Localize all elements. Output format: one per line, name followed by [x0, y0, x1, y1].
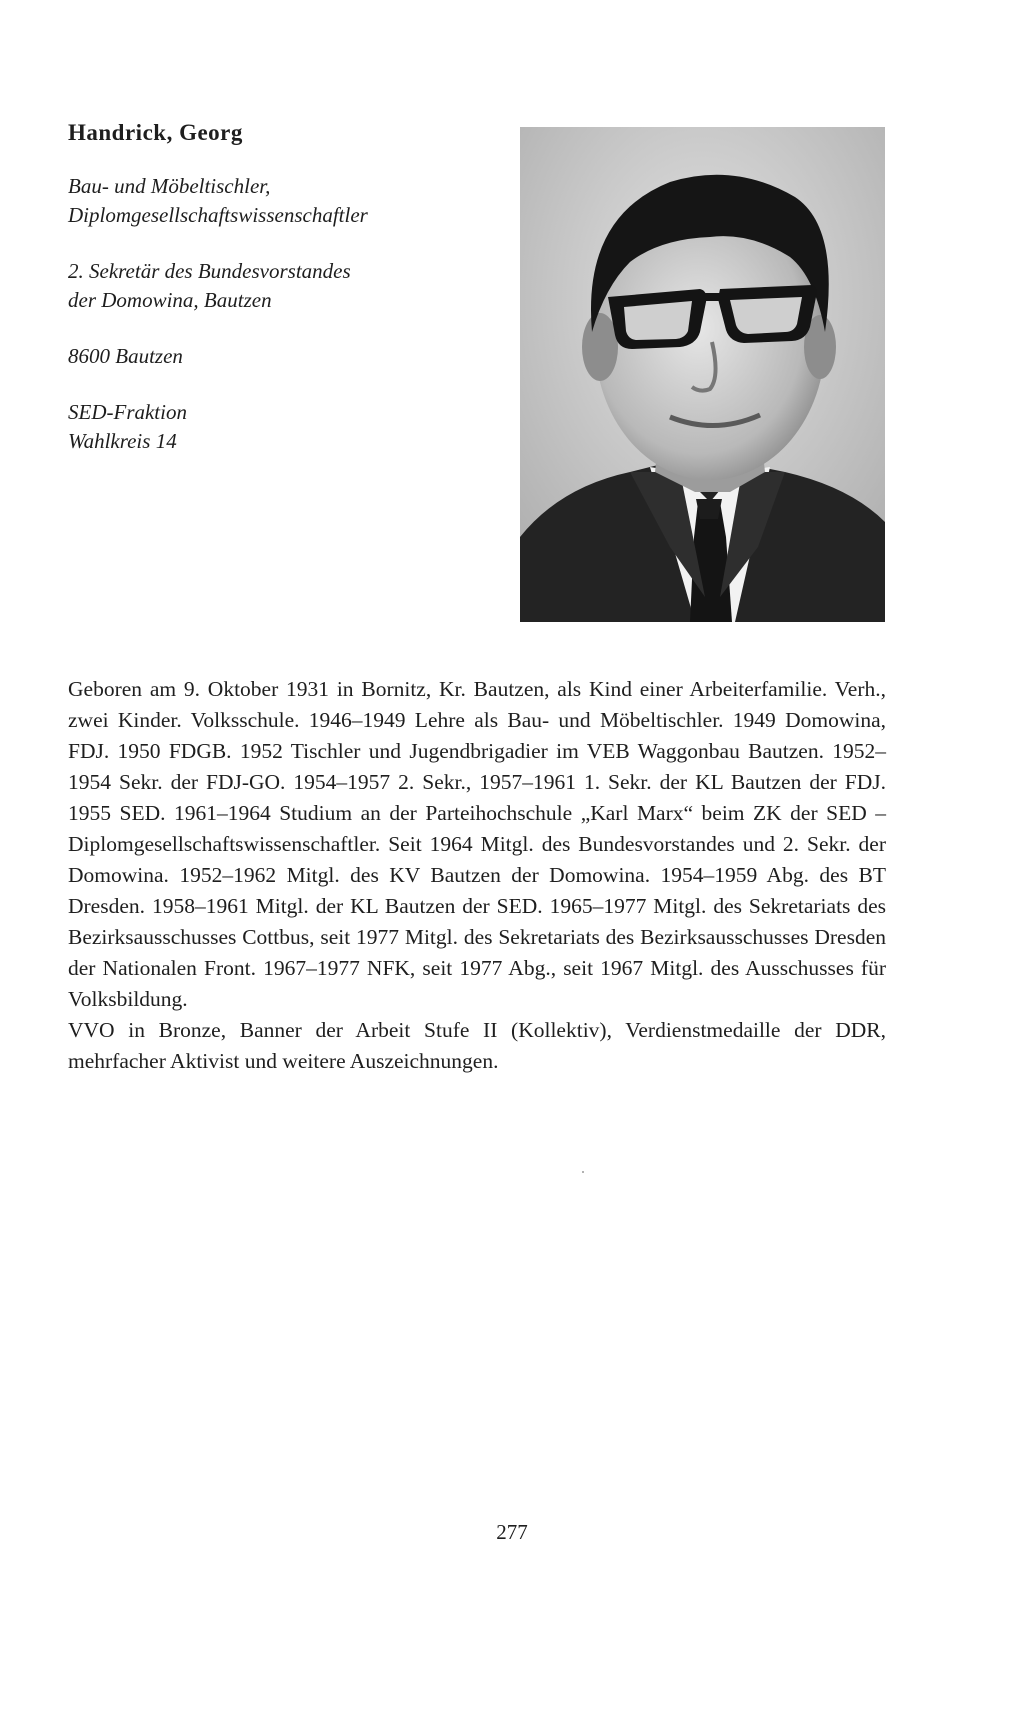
position-line-2: der Domowina, Bautzen	[68, 288, 272, 312]
scan-speck	[582, 1171, 584, 1173]
biography-section	[68, 674, 886, 1077]
profession-line-2: Diplomgesellschaftswissenschaftler	[68, 203, 368, 227]
fraction-line: SED-Fraktion	[68, 400, 187, 424]
awards-text: VVO in Bronze, Banner der Arbeit Stufe II (Kollektiv), Verdienstmedaille der DDR, mehrfacher Aktivist und weitere Auszeichnungen.	[68, 1018, 886, 1073]
profession-line-1: Bau- und Möbeltischler,	[68, 174, 271, 198]
portrait-photo	[520, 127, 885, 622]
person-name: Handrick, Georg	[68, 120, 243, 145]
entry-header	[68, 118, 488, 483]
profession-block	[68, 172, 488, 230]
constituency-line: Wahlkreis 14	[68, 429, 177, 453]
biography-text: Geboren am 9. Oktober 1931 in Bornitz, Kr. Bautzen, als Kind einer Arbeiterfamilie. Verh., zwei Kinder. Volksschule. 1946–1949 Lehre als Bau- und Möbeltischler. 1949 Domowina, FDJ. 1950 FDGB. 1952 Tischler und Jugendbrigadier im VEB Waggonbau Bautzen. 1952–1954 Sekr. der FDJ-GO. 1954–1957 2. Sekr., 1957–1961 1. Sekr. der KL Bautzen der FDJ. 1955 SED. 1961–1964 Studium an der Parteihochschule „Karl Marx“ beim ZK der SED – Diplomgesellschaftswissenschaftler. Seit 1964 Mitgl. des Bundesvorstandes und 2. Sekr. der Domowina. 1952–1962 Mitgl. des KV Bautzen der Domowina. 1954–1959 Abg. des BT Dresden. 1958–1961 Mitgl. der KL Bautzen der SED. 1965–1977 Mitgl. des Sekretariats des Bezirksausschusses Cottbus, seit 1977 Mitgl. des Sekretariats des Bezirksausschusses Dresden der Nationalen Front. 1967–1977 NFK, seit 1977 Abg., seit 1967 Mitgl. des Ausschusses für Volksbildung.	[68, 677, 886, 1011]
address-block	[68, 342, 488, 371]
page-number: 277	[496, 1520, 528, 1544]
fraction-block	[68, 398, 488, 456]
address-line: 8600 Bautzen	[68, 344, 183, 368]
position-line-1: 2. Sekretär des Bundesvorstandes	[68, 259, 351, 283]
position-block	[68, 257, 488, 315]
